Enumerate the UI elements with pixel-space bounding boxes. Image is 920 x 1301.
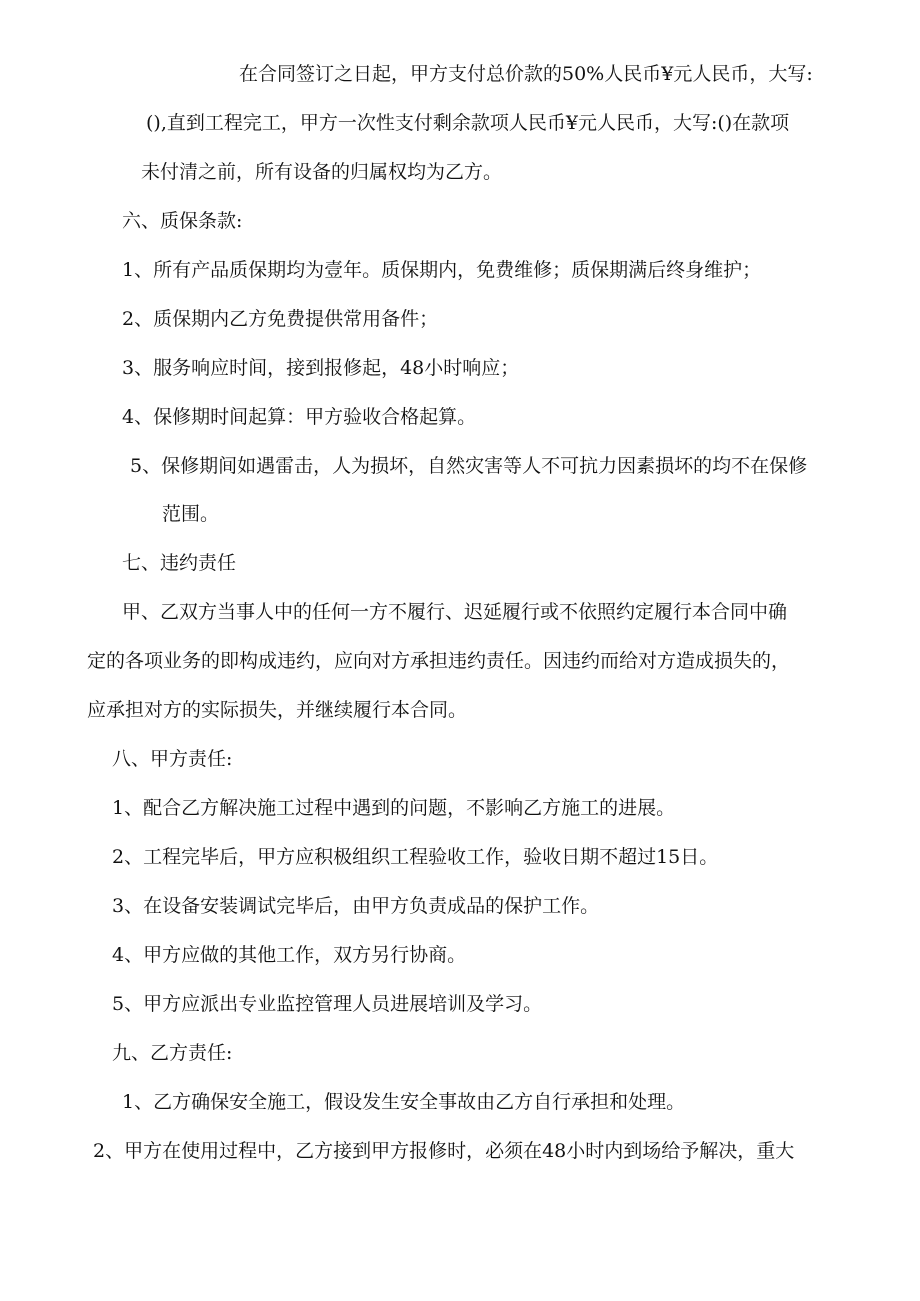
warranty-heading: 六、质保条款: [122, 210, 243, 232]
warranty-item-2: 2、质保期内乙方免费提供常用备件； [122, 308, 439, 330]
breach-heading: 七、违约责任 [122, 552, 237, 574]
party-b-item-2-line-1: 2、甲方在使用过程中，乙方接到甲方报修时，必须在48小时内到场给予解决，重大 [93, 1140, 795, 1162]
breach-paragraph-line-3: 应承担对方的实际损失，并继续履行本合同。 [87, 699, 468, 721]
party-a-item-5: 5、甲方应派出专业监控管理人员进展培训及学习。 [112, 993, 543, 1015]
warranty-item-4: 4、保修期时间起算：甲方验收合格起算。 [122, 406, 477, 428]
party-a-item-1: 1、配合乙方解决施工过程中遇到的问题，不影响乙方施工的进展。 [112, 797, 676, 819]
breach-paragraph-line-1: 甲、乙双方当事人中的任何一方不履行、迟延履行或不依照约定履行本合同中确 [122, 601, 788, 623]
breach-paragraph-line-2: 定的各项业务的即构成违约，应向对方承担违约责任。因违约而给对方造成损失的， [87, 650, 791, 672]
party-b-item-1: 1、乙方确保安全施工，假设发生安全事故由乙方自行承担和处理。 [122, 1091, 686, 1113]
party-a-item-2: 2、工程完毕后，甲方应积极组织工程验收工作，验收日期不超过15日。 [112, 846, 719, 868]
payment-terms-line-2: (),直到工程完工，甲方一次性支付剩余款项人民币¥元人民币，大写:()在款项 [146, 112, 790, 134]
warranty-item-5-line-1: 5、保修期间如遇雷击，人为损坏，自然灾害等人不可抗力因素损坏的均不在保修 [130, 455, 808, 477]
payment-terms-line-3: 未付清之前，所有设备的归属权均为乙方。 [141, 161, 503, 183]
warranty-item-5-line-2: 范围。 [162, 503, 220, 525]
payment-terms-line-1: 在合同签订之日起，甲方支付总价款的50%人民币¥元人民币，大写: [239, 63, 813, 85]
warranty-item-1: 1、所有产品质保期均为壹年。质保期内，免费维修；质保期满后终身维护； [122, 259, 762, 281]
party-a-heading: 八、甲方责任: [112, 748, 233, 770]
party-a-item-3: 3、在设备安装调试完毕后，由甲方负责成品的保护工作。 [112, 895, 600, 917]
party-a-item-4: 4、甲方应做的其他工作，双方另行协商。 [112, 944, 467, 966]
warranty-item-3: 3、服务响应时间，接到报修起，48小时响应； [122, 357, 520, 379]
party-b-heading: 九、乙方责任: [112, 1042, 233, 1064]
